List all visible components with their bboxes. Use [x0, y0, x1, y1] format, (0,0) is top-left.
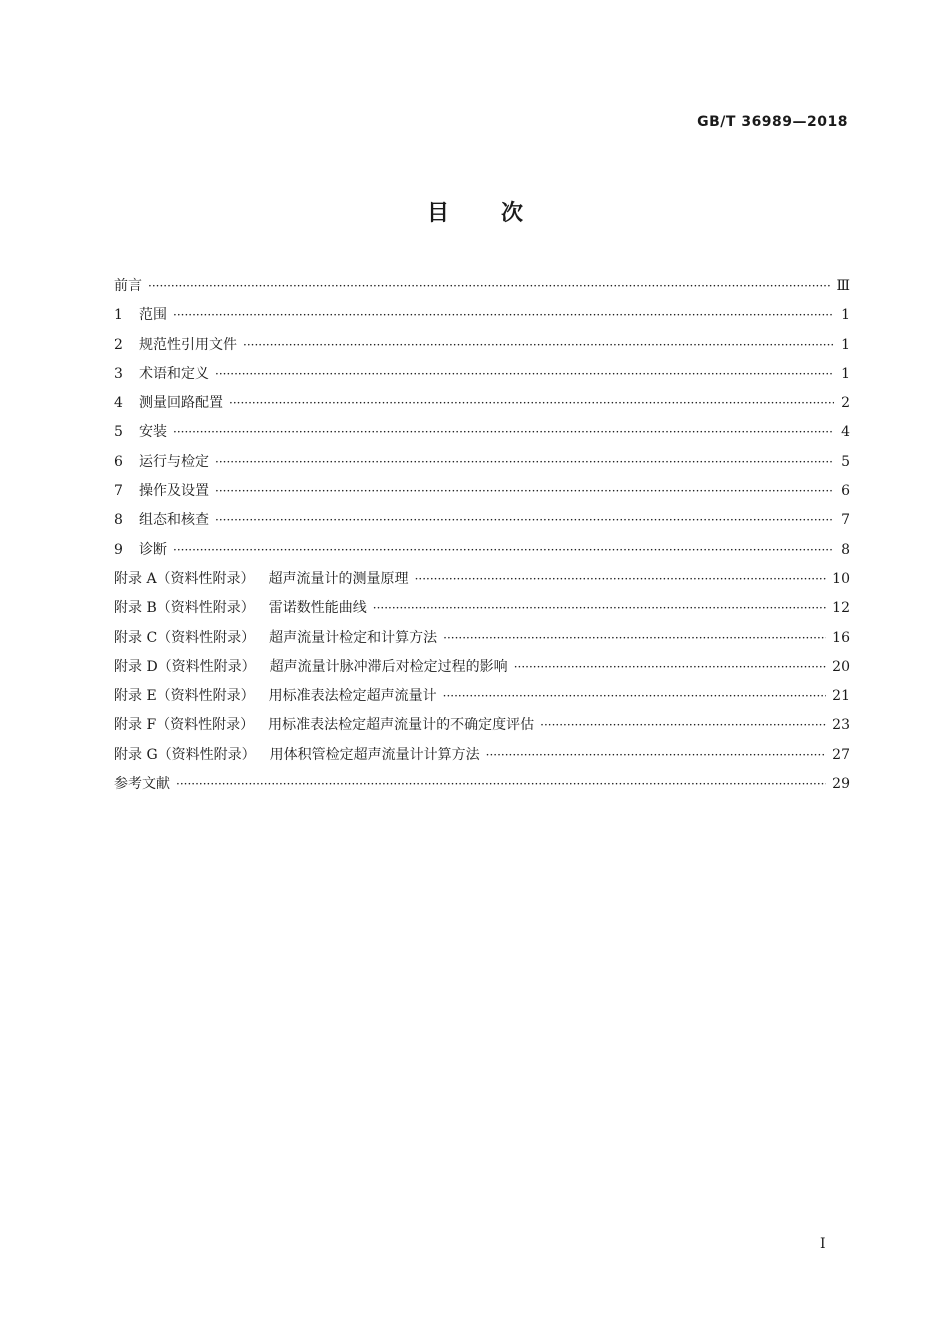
toc-entry-number: 9 — [114, 541, 123, 558]
dot-leader — [215, 477, 834, 506]
toc-entry-page: 27 — [832, 746, 850, 763]
toc-entry-title: 超声流量计的测量原理 — [268, 570, 409, 587]
toc-entry-page: 6 — [841, 483, 850, 500]
dot-leader — [443, 682, 827, 711]
toc-entry-appendix-prefix: 附录 F（资料性附录） — [114, 717, 255, 734]
toc-entry-page: 12 — [832, 600, 850, 617]
toc-entry[interactable] — [114, 360, 850, 389]
toc-entry-page: 8 — [841, 541, 850, 558]
toc-entry-page: 1 — [841, 307, 850, 324]
toc-entry-appendix-prefix: 附录 A（资料性附录） — [114, 570, 255, 587]
toc-entry-page: 10 — [832, 570, 850, 587]
toc-entry-title: 前言 — [114, 278, 142, 294]
toc-entry-title: 用体积管检定超声流量计计算方法 — [269, 746, 480, 763]
toc-entry[interactable] — [114, 711, 850, 740]
title-char-right: 次 — [501, 201, 524, 226]
title-char-left: 目 — [426, 201, 449, 226]
toc-entry-number: 7 — [114, 483, 123, 500]
dot-leader — [243, 331, 834, 360]
toc-entry-number: 1 — [114, 307, 123, 324]
toc-entry-number: 8 — [114, 512, 123, 529]
toc-entry-title: 范围 — [139, 307, 167, 324]
toc-entry[interactable] — [114, 594, 850, 623]
toc-entry-page: 1 — [841, 336, 850, 353]
toc-entry-appendix-prefix: 附录 B（资料性附录） — [114, 600, 255, 617]
standard-code: GB/T 36989—2018 — [697, 114, 848, 130]
dot-leader — [514, 653, 826, 682]
toc-entry-title: 运行与检定 — [139, 453, 209, 470]
dot-leader — [215, 506, 834, 535]
toc-entry-title: 雷诺数性能曲线 — [268, 600, 367, 617]
toc-entry[interactable] — [114, 653, 850, 682]
toc-entry-label — [114, 389, 223, 418]
toc-entry-label — [114, 360, 209, 389]
toc-entry[interactable] — [114, 448, 850, 477]
toc-entry-title: 安装 — [139, 424, 167, 441]
toc-entry-page: 7 — [841, 512, 850, 529]
dot-leader — [173, 418, 834, 447]
toc-entry-label — [114, 682, 437, 711]
toc-entry-number: 2 — [114, 336, 123, 353]
toc-entry-number: 6 — [114, 453, 123, 470]
toc-entry-label — [114, 653, 508, 682]
toc-entry[interactable] — [114, 272, 850, 301]
toc-entry-title: 超声流量计脉冲滞后对检定过程的影响 — [269, 658, 508, 675]
toc-entry-appendix-prefix: 附录 E（资料性附录） — [114, 688, 255, 705]
toc-entry-label — [114, 301, 167, 330]
toc-entry-page: 16 — [832, 629, 850, 646]
toc-entry-label — [114, 770, 170, 799]
toc-entry[interactable] — [114, 477, 850, 506]
toc-entry[interactable] — [114, 565, 850, 594]
toc-entry-number: 3 — [114, 365, 123, 382]
toc-entry-label — [114, 741, 480, 770]
page-title — [0, 196, 950, 227]
toc-entry[interactable] — [114, 301, 850, 330]
toc-entry-title: 操作及设置 — [139, 483, 209, 500]
toc-entry-number: 4 — [114, 395, 123, 412]
toc-entry-label — [114, 477, 209, 506]
toc-entry-page: 20 — [832, 658, 850, 675]
toc-entry-page: 5 — [841, 453, 850, 470]
toc-entry-label — [114, 594, 367, 623]
toc-entry-label — [114, 565, 409, 594]
toc-entry[interactable] — [114, 389, 850, 418]
toc-entry[interactable] — [114, 682, 850, 711]
page-number: I — [820, 1236, 826, 1252]
dot-leader — [229, 389, 834, 418]
toc-entry-appendix-prefix: 附录 D（资料性附录） — [114, 658, 256, 675]
toc-entry[interactable] — [114, 418, 850, 447]
toc-entry-title: 组态和核查 — [139, 512, 209, 529]
dot-leader — [443, 624, 826, 653]
toc-entry-label — [114, 624, 437, 653]
dot-leader — [215, 448, 834, 477]
dot-leader — [486, 741, 827, 770]
toc-entry-title: 用标准表法检定超声流量计的不确定度评估 — [268, 717, 535, 734]
toc-entry-label — [114, 506, 209, 535]
toc-entry-page: Ⅲ — [836, 278, 850, 294]
toc-entry-page: 29 — [832, 776, 850, 793]
toc-entry[interactable] — [114, 741, 850, 770]
dot-leader — [415, 565, 827, 594]
toc-entry-title: 诊断 — [139, 541, 167, 558]
toc-entry-title: 测量回路配置 — [139, 395, 223, 412]
toc-entry-title: 用标准表法检定超声流量计 — [268, 688, 437, 705]
toc-entry-number: 5 — [114, 424, 123, 441]
toc-entry-title: 术语和定义 — [139, 365, 209, 382]
toc-entry[interactable] — [114, 506, 850, 535]
toc-entry-title: 规范性引用文件 — [139, 336, 237, 353]
toc-entry-title: 参考文献 — [114, 776, 170, 793]
toc-entry[interactable] — [114, 770, 850, 799]
toc-entry-label — [114, 536, 167, 565]
toc-entry[interactable] — [114, 331, 850, 360]
toc-entry-label — [114, 711, 534, 740]
toc-entry-page: 21 — [832, 688, 850, 705]
toc-entry-title: 超声流量计检定和计算方法 — [269, 629, 438, 646]
dot-leader — [540, 711, 826, 740]
dot-leader — [173, 536, 834, 565]
dot-leader — [176, 770, 826, 799]
toc-entry-page: 4 — [841, 424, 850, 441]
toc-entry-page: 1 — [841, 365, 850, 382]
toc-entry-label — [114, 272, 142, 301]
dot-leader — [373, 594, 826, 623]
toc-entry-label — [114, 418, 167, 447]
toc-entry-appendix-prefix: 附录 C（资料性附录） — [114, 629, 256, 646]
toc-entry[interactable] — [114, 536, 850, 565]
dot-leader — [173, 301, 834, 330]
toc-entry-page: 2 — [841, 395, 850, 412]
dot-leader — [148, 272, 830, 301]
toc-entry-appendix-prefix: 附录 G（资料性附录） — [114, 746, 256, 763]
toc-entry[interactable] — [114, 624, 850, 653]
dot-leader — [215, 360, 834, 389]
toc-entry-label — [114, 331, 237, 360]
table-of-contents — [114, 272, 850, 799]
toc-entry-label — [114, 448, 209, 477]
toc-entry-page: 23 — [832, 717, 850, 734]
